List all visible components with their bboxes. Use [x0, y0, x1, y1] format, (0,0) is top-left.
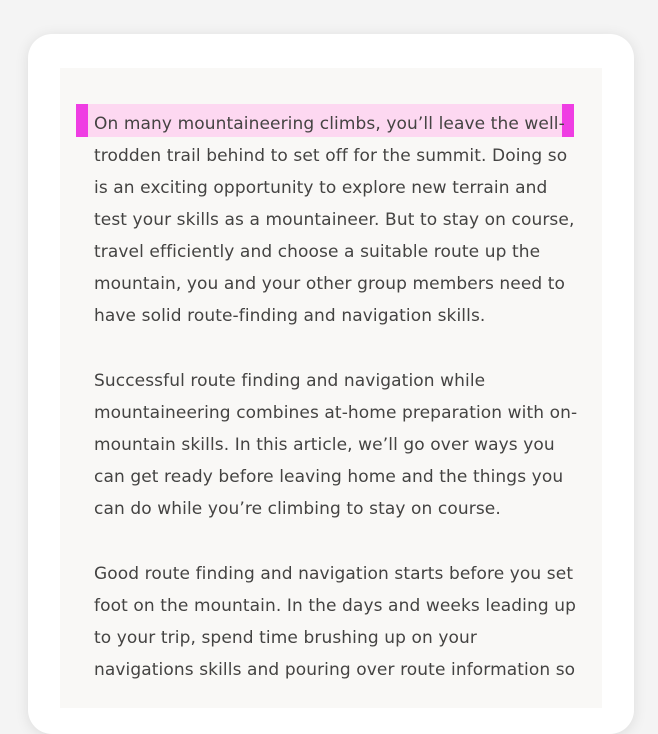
paragraph-spacer: [94, 332, 572, 365]
paragraph-line: is an exciting opportunity to explore new terrain and: [94, 178, 548, 198]
paragraph-line: can do while you’re climbing to stay on course.: [94, 499, 501, 519]
paragraph-line: navigations skills and pouring over route information so: [94, 660, 576, 680]
paragraph-line: foot on the mountain. In the days and weeks leading up: [94, 596, 577, 616]
paragraph-1: [94, 108, 575, 332]
selection-start-handle[interactable]: [76, 104, 88, 137]
paragraph-line: Good route finding and navigation starts before you set: [94, 564, 574, 584]
paragraph-line: have solid route-finding and navigation skills.: [94, 306, 486, 326]
paragraph-line: On many mountaineering climbs, you’ll leave the well-: [94, 114, 565, 134]
paragraph-line: can get ready before leaving home and the things you: [94, 467, 564, 487]
paragraph-line: test your skills as a mountaineer. But to stay on course,: [94, 210, 575, 230]
article-body: [94, 108, 578, 686]
paragraph-line: mountain, you and your other group members need to: [94, 274, 566, 294]
paragraph-spacer: [94, 525, 572, 558]
paragraph-line: mountaineering combines at-home preparation with on-: [94, 403, 578, 423]
paragraph-line: mountain skills. In this article, we’ll go over ways you: [94, 435, 555, 455]
paragraph-line: Successful route finding and navigation while: [94, 371, 486, 391]
paragraph-line: to your trip, spend time brushing up on your: [94, 628, 478, 648]
paragraph-line: travel efficiently and choose a suitable route up the: [94, 242, 541, 262]
paragraph-3: [94, 558, 577, 686]
paragraph-line: trodden trail behind to set off for the summit. Doing so: [94, 146, 568, 166]
paragraph-2: [94, 365, 578, 525]
